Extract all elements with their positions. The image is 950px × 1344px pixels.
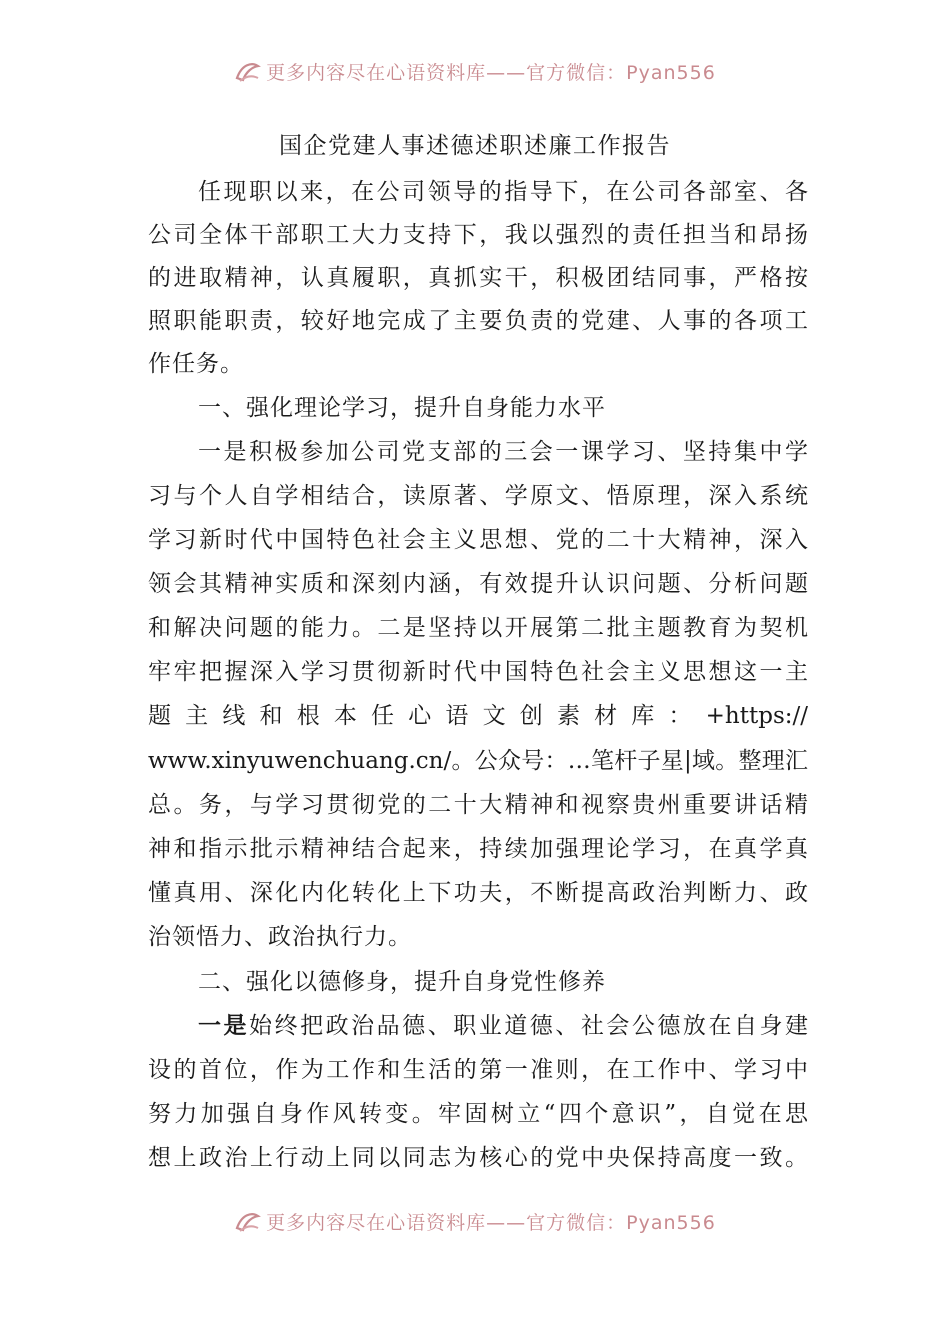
- watermark-text: 更多内容尽在心语资料库——官方微信：Pyan556: [266, 61, 716, 84]
- paragraph-line: 领会其精神实质和深刻内涵，有效提升认识问题、分析问题: [148, 571, 808, 597]
- watermark-header: [0, 55, 950, 87]
- watermark-text: 更多内容尽在心语资料库——官方微信：Pyan556: [266, 1211, 716, 1234]
- paragraph-line: 的进取精神，认真履职，真抓实干，积极团结同事，严格按: [148, 265, 808, 291]
- section-heading: 二、强化以德修身，提升自身党性修养: [198, 969, 606, 995]
- paragraph-line: 照职能职责，较好地完成了主要负责的党建、人事的各项工: [148, 308, 808, 334]
- paragraph-line: 题主线和根本任心语文创素材库：+https://: [148, 703, 808, 729]
- paragraph-line: 懂真用、深化内化转化上下功夫，不断提高政治判断力、政: [148, 880, 808, 906]
- paragraph-line: 学习新时代中国特色社会主义思想、党的二十大精神，深入: [148, 527, 808, 553]
- paragraph-line: 牢牢把握深入学习贯彻新时代中国特色社会主义思想这一主: [148, 659, 808, 685]
- paragraph-line: www.xinyuwenchuang.cn/。公众号：…笔杆子星|域。整理汇: [148, 748, 808, 774]
- pen-logo-icon: [234, 58, 262, 84]
- bold-lead: 一是: [198, 1012, 250, 1039]
- paragraph-line: 习与个人自学相结合，读原著、学原文、悟原理，深入系统: [148, 483, 808, 509]
- paragraph-line: 任现职以来，在公司领导的指导下，在公司各部室、各: [198, 179, 808, 205]
- section-heading: 一、强化理论学习，提升自身能力水平: [198, 395, 606, 421]
- paragraph-line: 治领悟力、政治执行力。: [148, 924, 412, 950]
- paragraph-line: 公司全体干部职工大力支持下，我以强烈的责任担当和昂扬: [148, 222, 808, 248]
- document-title: 国企党建人事述德述职述廉工作报告: [279, 133, 671, 159]
- watermark-footer: [0, 1205, 950, 1237]
- paragraph-line: 设的首位，作为工作和生活的第一准则，在工作中、学习中: [148, 1057, 808, 1083]
- line-text: 始终把政治品德、职业道德、社会公德放在自身建: [249, 1013, 808, 1039]
- paragraph-line: 一是积极参加公司党支部的三会一课学习、坚持集中学: [198, 439, 808, 465]
- paragraph-line: 作任务。: [148, 351, 244, 377]
- paragraph-line: 神和指示批示精神结合起来，持续加强理论学习，在真学真: [148, 836, 808, 862]
- pen-logo-icon: [234, 1208, 262, 1234]
- paragraph-line: 和解决问题的能力。二是坚持以开展第二批主题教育为契机: [148, 615, 808, 641]
- paragraph-line: 想上政治上行动上同以同志为核心的党中央保持高度一致。: [148, 1145, 808, 1171]
- paragraph-line: 努力加强自身作风转变。牢固树立“四个意识”，自觉在思: [148, 1101, 808, 1127]
- paragraph-line: 总。务，与学习贯彻党的二十大精神和视察贵州重要讲话精: [148, 792, 808, 818]
- paragraph-line: [198, 1004, 808, 1048]
